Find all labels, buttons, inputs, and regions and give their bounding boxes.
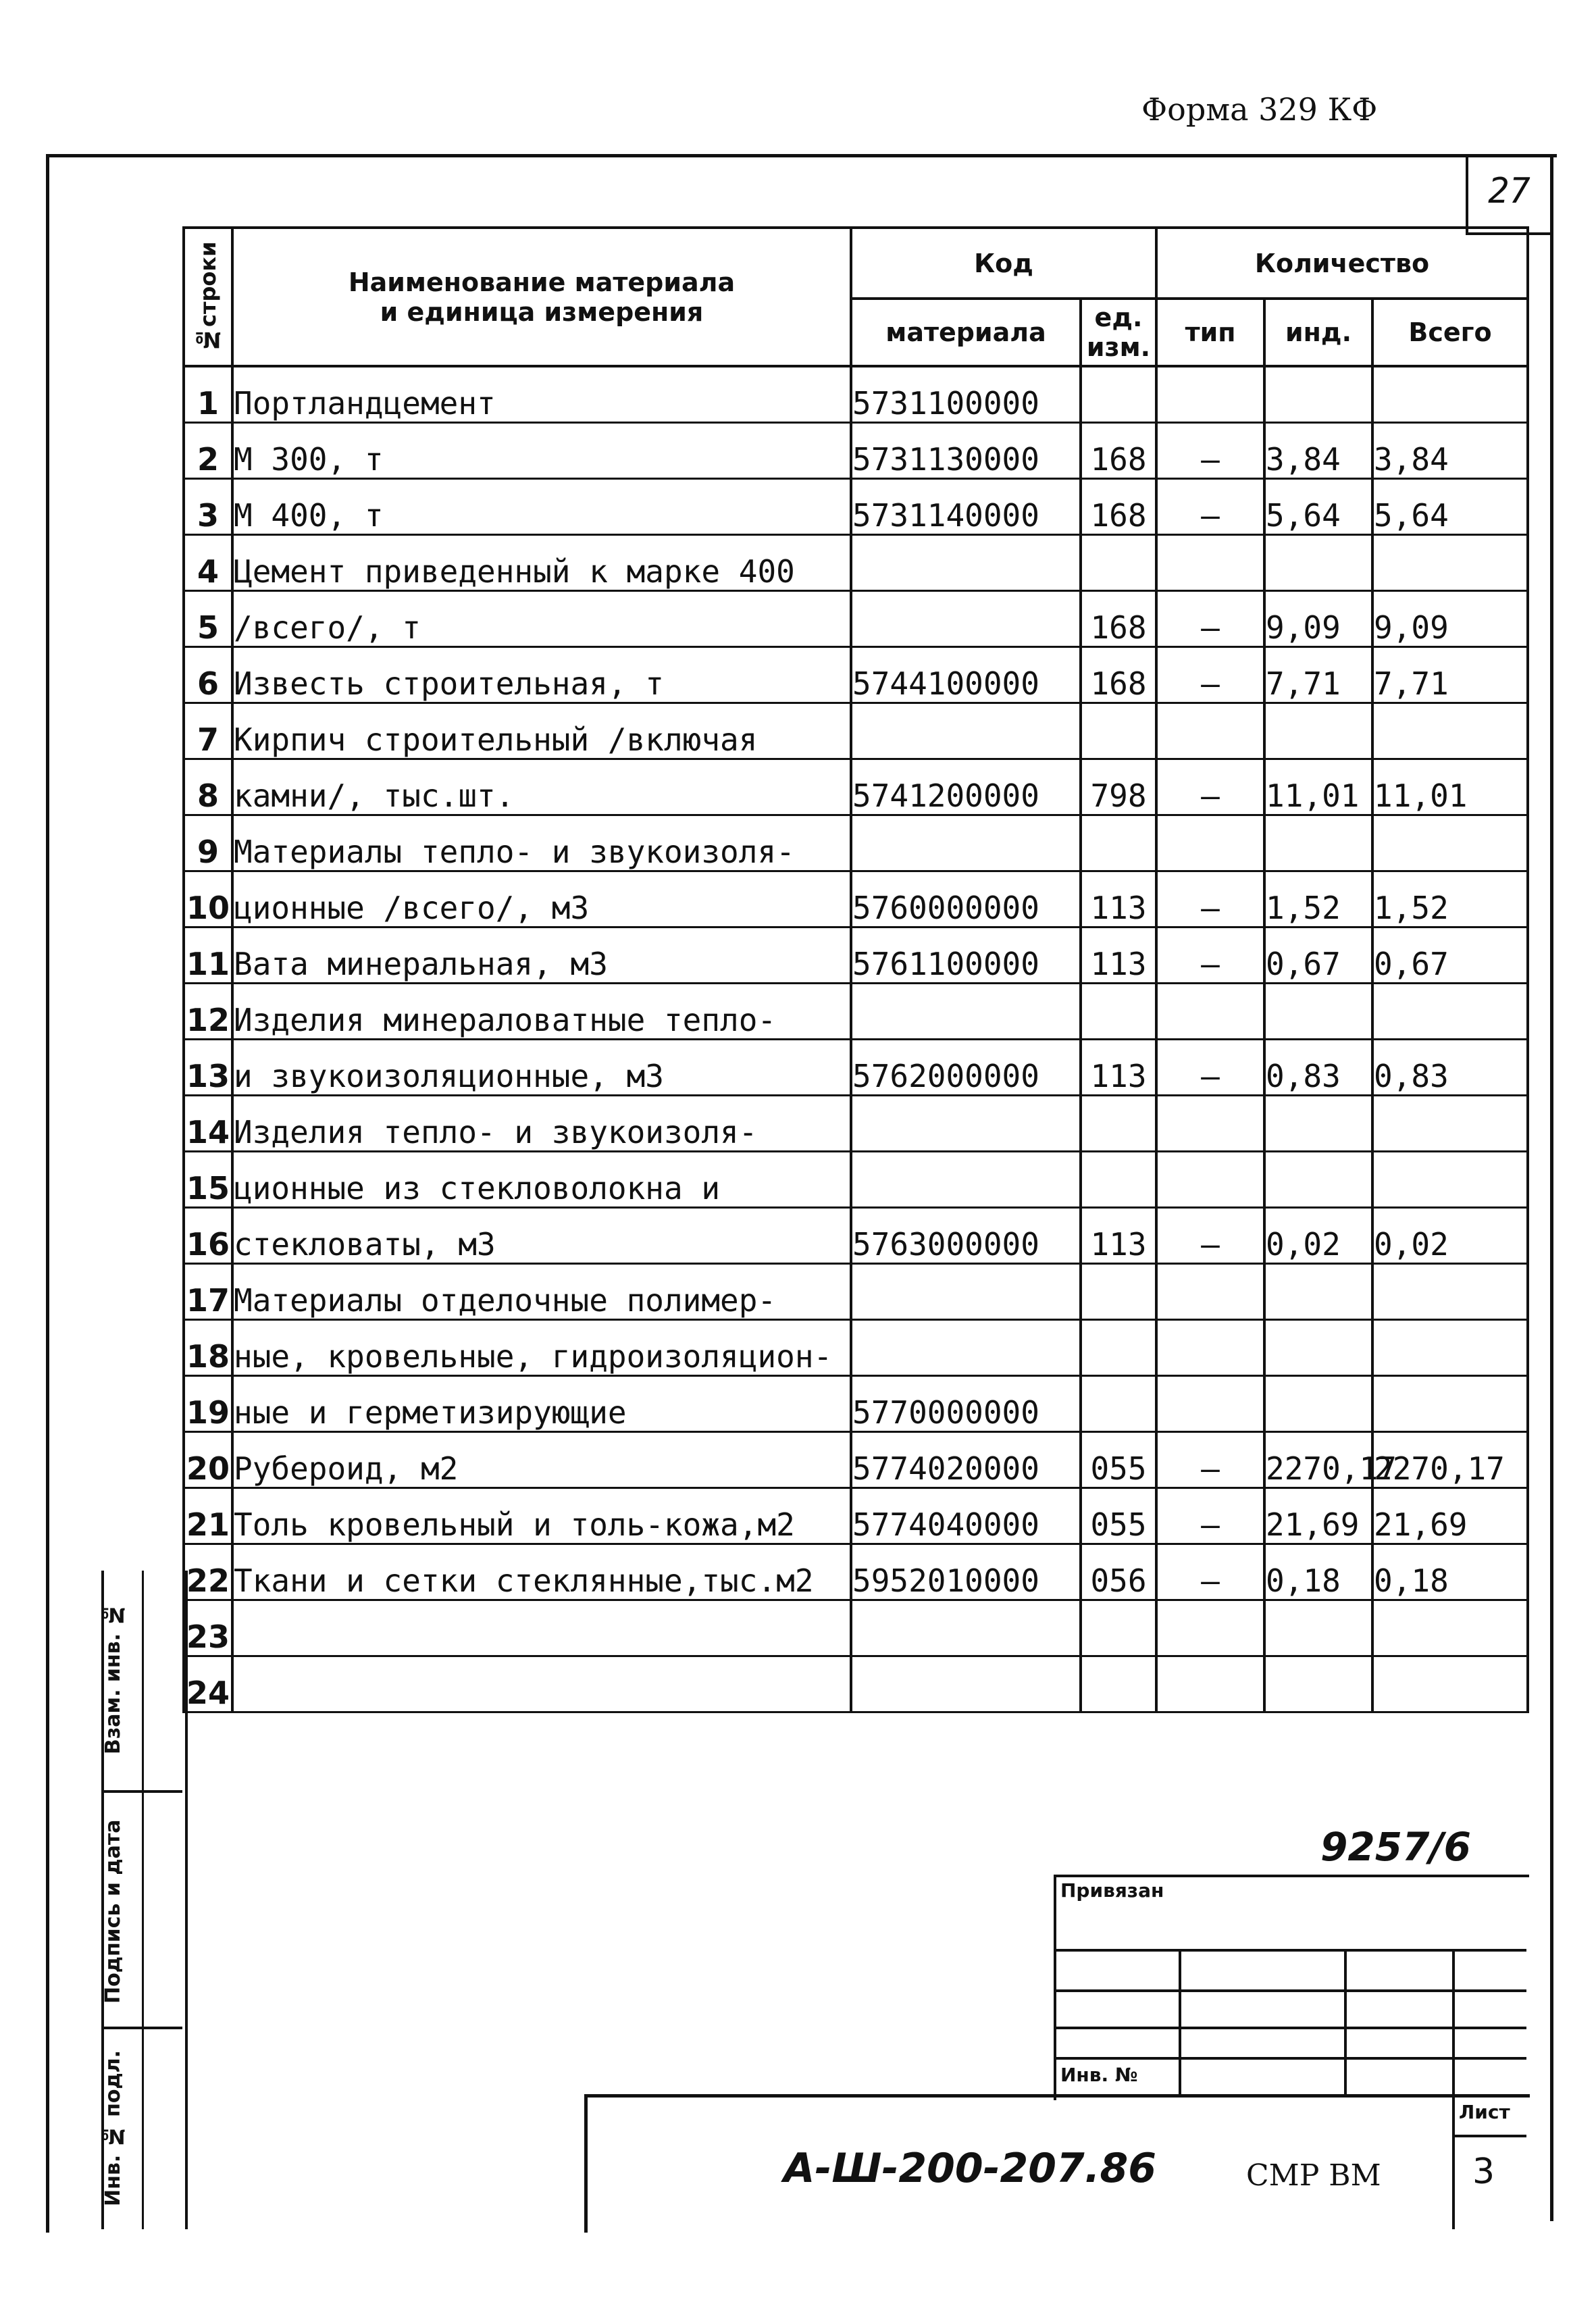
header-code: Код — [851, 228, 1156, 299]
type-value — [1156, 535, 1264, 591]
material-name: ционные из стекловолокна и — [232, 1152, 851, 1208]
type-value: – — [1156, 647, 1264, 703]
material-name: Кирпич строительный /включая — [232, 703, 851, 759]
material-code — [851, 1656, 1081, 1712]
material-code: 5741200000 — [851, 759, 1081, 815]
header-material-code: материала — [851, 299, 1081, 366]
bound-col-line — [1452, 1949, 1455, 2094]
material-name: Изделия тепло- и звукоизоля- — [232, 1096, 851, 1152]
material-code — [851, 1152, 1081, 1208]
side-label-signature-date: Подпись и дата — [101, 1819, 125, 2004]
table-row — [184, 1488, 1528, 1544]
ind-value: 7,71 — [1264, 647, 1372, 703]
type-value — [1156, 815, 1264, 871]
side-label-replacement-inv: Взам. инв. № — [101, 1602, 125, 1755]
table-row — [184, 871, 1528, 927]
table-row — [184, 1376, 1528, 1432]
unit-code — [1081, 1600, 1156, 1656]
ind-value — [1264, 703, 1372, 759]
type-value: – — [1156, 1488, 1264, 1544]
ind-value: 0,67 — [1264, 927, 1372, 984]
ind-value: 21,69 — [1264, 1488, 1372, 1544]
material-code: 5731140000 — [851, 479, 1081, 535]
row-number: 14 — [184, 1096, 232, 1152]
form-label: Форма 329 КФ — [1141, 91, 1378, 128]
bound-label: Привязан — [1060, 1879, 1164, 1902]
ind-value: 0,83 — [1264, 1040, 1372, 1096]
type-value — [1156, 1376, 1264, 1432]
material-code: 5731100000 — [851, 366, 1081, 423]
type-value: – — [1156, 1544, 1264, 1600]
row-number: 8 — [184, 759, 232, 815]
sheet-cell-divider — [1452, 2135, 1526, 2137]
type-value: – — [1156, 591, 1264, 647]
row-number: 15 — [184, 1152, 232, 1208]
table-row — [184, 591, 1528, 647]
material-code — [851, 984, 1081, 1040]
material-name: Портландцемент — [232, 366, 851, 423]
unit-code: 113 — [1081, 871, 1156, 927]
ind-value — [1264, 984, 1372, 1040]
type-value: – — [1156, 871, 1264, 927]
table-row — [184, 815, 1528, 871]
unit-code: 168 — [1081, 479, 1156, 535]
row-number: 13 — [184, 1040, 232, 1096]
total-value: 0,67 — [1372, 927, 1528, 984]
table-row — [184, 479, 1528, 535]
table-row — [184, 703, 1528, 759]
material-name: стекловаты, м3 — [232, 1208, 851, 1264]
material-code: 5760000000 — [851, 871, 1081, 927]
type-value: – — [1156, 1040, 1264, 1096]
total-value — [1372, 1096, 1528, 1152]
row-number: 2 — [184, 423, 232, 479]
total-value: 21,69 — [1372, 1488, 1528, 1544]
bound-line — [1054, 1949, 1526, 1952]
material-code — [851, 1320, 1081, 1376]
total-value: 0,18 — [1372, 1544, 1528, 1600]
table-row — [184, 1096, 1528, 1152]
row-number: 12 — [184, 984, 232, 1040]
total-value — [1372, 703, 1528, 759]
unit-code — [1081, 1656, 1156, 1712]
total-value: 5,64 — [1372, 479, 1528, 535]
row-number: 9 — [184, 815, 232, 871]
material-name: Цемент приведенный к марке 400 — [232, 535, 851, 591]
unit-code: 113 — [1081, 927, 1156, 984]
table-row — [184, 927, 1528, 984]
unit-code — [1081, 815, 1156, 871]
material-name — [232, 1600, 851, 1656]
unit-code: 055 — [1081, 1488, 1156, 1544]
material-name: камни/, тыс.шт. — [232, 759, 851, 815]
table-row — [184, 535, 1528, 591]
header-row-number: №строки — [184, 228, 232, 366]
row-number: 19 — [184, 1376, 232, 1432]
unit-code — [1081, 1376, 1156, 1432]
unit-code — [1081, 984, 1156, 1040]
row-number: 16 — [184, 1208, 232, 1264]
material-name — [232, 1656, 851, 1712]
type-value: – — [1156, 927, 1264, 984]
header-unit: ед. изм. — [1081, 299, 1156, 366]
unit-code — [1081, 703, 1156, 759]
unit-code: 798 — [1081, 759, 1156, 815]
sheet-label: Лист — [1459, 2101, 1510, 2123]
material-name: ционные /всего/, м3 — [232, 871, 851, 927]
total-value: 2270,17 — [1372, 1432, 1528, 1488]
type-value — [1156, 984, 1264, 1040]
total-value — [1372, 1152, 1528, 1208]
material-name: и звукоизоляционные, м3 — [232, 1040, 851, 1096]
header-ind: инд. — [1264, 299, 1372, 366]
material-name: Материалы тепло- и звукоизоля- — [232, 815, 851, 871]
row-number: 6 — [184, 647, 232, 703]
stamp-section: СМР ВМ — [1246, 2158, 1381, 2193]
ind-value: 2270,17 — [1264, 1432, 1372, 1488]
unit-code — [1081, 1096, 1156, 1152]
type-value — [1156, 1600, 1264, 1656]
total-value — [1372, 815, 1528, 871]
type-value: – — [1156, 1208, 1264, 1264]
unit-code: 113 — [1081, 1040, 1156, 1096]
total-value: 9,09 — [1372, 591, 1528, 647]
material-name: М 400, т — [232, 479, 851, 535]
ind-value — [1264, 535, 1372, 591]
side-separator — [101, 1790, 182, 1793]
row-number: 18 — [184, 1320, 232, 1376]
row-number: 10 — [184, 871, 232, 927]
row-number: 11 — [184, 927, 232, 984]
type-value — [1156, 1096, 1264, 1152]
total-value — [1372, 1264, 1528, 1320]
ind-value — [1264, 1320, 1372, 1376]
row-number: 22 — [184, 1544, 232, 1600]
ind-value: 3,84 — [1264, 423, 1372, 479]
material-name: Толь кровельный и толь-кожа,м2 — [232, 1488, 851, 1544]
ind-value — [1264, 1152, 1372, 1208]
page-frame-right-edge — [1550, 154, 1553, 2221]
type-value — [1156, 1320, 1264, 1376]
table-row — [184, 1040, 1528, 1096]
row-number: 7 — [184, 703, 232, 759]
total-value — [1372, 1656, 1528, 1712]
material-code: 5731130000 — [851, 423, 1081, 479]
type-value: – — [1156, 479, 1264, 535]
table-row — [184, 423, 1528, 479]
material-code: 5770000000 — [851, 1376, 1081, 1432]
side-label-original-inv: Инв. № подл. — [101, 2050, 125, 2206]
table-row — [184, 1264, 1528, 1320]
header-name-line2: и единица измерения — [380, 297, 704, 327]
row-number: 24 — [184, 1656, 232, 1712]
material-name: Известь строительная, т — [232, 647, 851, 703]
unit-code: 055 — [1081, 1432, 1156, 1488]
ind-value — [1264, 1096, 1372, 1152]
type-value: – — [1156, 1432, 1264, 1488]
total-value — [1372, 366, 1528, 423]
total-value — [1372, 984, 1528, 1040]
type-value — [1156, 1264, 1264, 1320]
total-value: 1,52 — [1372, 871, 1528, 927]
row-number: 5 — [184, 591, 232, 647]
unit-code: 113 — [1081, 1208, 1156, 1264]
bound-line — [1054, 1989, 1526, 1992]
material-code — [851, 591, 1081, 647]
total-value — [1372, 1320, 1528, 1376]
unit-code: 168 — [1081, 647, 1156, 703]
bound-line — [1054, 2057, 1526, 2060]
total-value: 3,84 — [1372, 423, 1528, 479]
total-value — [1372, 1600, 1528, 1656]
unit-code: 168 — [1081, 423, 1156, 479]
material-code: 5774040000 — [851, 1488, 1081, 1544]
unit-code — [1081, 1152, 1156, 1208]
unit-code — [1081, 366, 1156, 423]
bound-line — [1054, 2027, 1526, 2029]
material-name: Рубероид, м2 — [232, 1432, 851, 1488]
ind-value: 5,64 — [1264, 479, 1372, 535]
table-row — [184, 366, 1528, 423]
row-number: 17 — [184, 1264, 232, 1320]
ind-value — [1264, 366, 1372, 423]
ind-value — [1264, 815, 1372, 871]
ind-value — [1264, 1656, 1372, 1712]
ind-value: 11,01 — [1264, 759, 1372, 815]
table-row — [184, 1544, 1528, 1600]
ind-value — [1264, 1264, 1372, 1320]
material-code — [851, 1264, 1081, 1320]
unit-code: 056 — [1081, 1544, 1156, 1600]
material-name: Вата минеральная, м3 — [232, 927, 851, 984]
total-value: 11,01 — [1372, 759, 1528, 815]
material-name: Изделия минераловатные тепло- — [232, 984, 851, 1040]
table-row — [184, 1656, 1528, 1712]
material-code: 5763000000 — [851, 1208, 1081, 1264]
material-name: Материалы отделочные полимер- — [232, 1264, 851, 1320]
header-material-name — [232, 228, 851, 366]
header-total: Всего — [1372, 299, 1528, 366]
ind-value: 0,18 — [1264, 1544, 1372, 1600]
bound-col-line — [1179, 1949, 1181, 2094]
ind-value — [1264, 1376, 1372, 1432]
total-value — [1372, 535, 1528, 591]
table-row — [184, 984, 1528, 1040]
material-code: 5952010000 — [851, 1544, 1081, 1600]
header-name-line1: Наименование материала — [348, 267, 736, 297]
row-number: 23 — [184, 1600, 232, 1656]
material-name: М 300, т — [232, 423, 851, 479]
row-number: 4 — [184, 535, 232, 591]
header-type: тип — [1156, 299, 1264, 366]
total-value: 0,83 — [1372, 1040, 1528, 1096]
ind-value: 9,09 — [1264, 591, 1372, 647]
table-body — [184, 366, 1528, 1712]
type-value — [1156, 1152, 1264, 1208]
material-code: 5761100000 — [851, 927, 1081, 984]
material-code — [851, 1096, 1081, 1152]
row-number: 3 — [184, 479, 232, 535]
row-number: 1 — [184, 366, 232, 423]
ind-value: 0,02 — [1264, 1208, 1372, 1264]
material-code — [851, 815, 1081, 871]
material-code: 5744100000 — [851, 647, 1081, 703]
document-number: 9257/6 — [1320, 1824, 1471, 1870]
table-row — [184, 1600, 1528, 1656]
unit-code — [1081, 1264, 1156, 1320]
type-value: – — [1156, 423, 1264, 479]
sheet-number: 3 — [1472, 2152, 1495, 2192]
row-number: 21 — [184, 1488, 232, 1544]
sheet-corner-number: 27 — [1466, 154, 1550, 235]
material-name: Ткани и сетки стеклянные,тыс.м2 — [232, 1544, 851, 1600]
table-row — [184, 759, 1528, 815]
inventory-label: Инв. № — [1060, 2064, 1138, 2086]
total-value: 0,02 — [1372, 1208, 1528, 1264]
stamp-document-code: А-Ш-200-207.86 — [783, 2145, 1157, 2192]
materials-table — [182, 226, 1529, 1713]
ind-value: 1,52 — [1264, 871, 1372, 927]
table-row — [184, 1152, 1528, 1208]
material-code — [851, 703, 1081, 759]
ind-value — [1264, 1600, 1372, 1656]
material-code: 5774020000 — [851, 1432, 1081, 1488]
unit-code — [1081, 535, 1156, 591]
table-row — [184, 647, 1528, 703]
table-row — [184, 1320, 1528, 1376]
table-row — [184, 1208, 1528, 1264]
material-code — [851, 1600, 1081, 1656]
type-value — [1156, 1656, 1264, 1712]
material-name: ные и герметизирующие — [232, 1376, 851, 1432]
side-separator — [101, 2027, 182, 2029]
total-value: 7,71 — [1372, 647, 1528, 703]
row-number: 20 — [184, 1432, 232, 1488]
material-code — [851, 535, 1081, 591]
total-value — [1372, 1376, 1528, 1432]
type-value — [1156, 703, 1264, 759]
material-code: 5762000000 — [851, 1040, 1081, 1096]
header-quantity: Количество — [1156, 228, 1528, 299]
type-value: – — [1156, 759, 1264, 815]
unit-code — [1081, 1320, 1156, 1376]
unit-code: 168 — [1081, 591, 1156, 647]
table-row — [184, 1432, 1528, 1488]
material-name: ные, кровельные, гидроизоляцион- — [232, 1320, 851, 1376]
type-value — [1156, 366, 1264, 423]
material-name: /всего/, т — [232, 591, 851, 647]
bound-col-line — [1344, 1949, 1347, 2094]
